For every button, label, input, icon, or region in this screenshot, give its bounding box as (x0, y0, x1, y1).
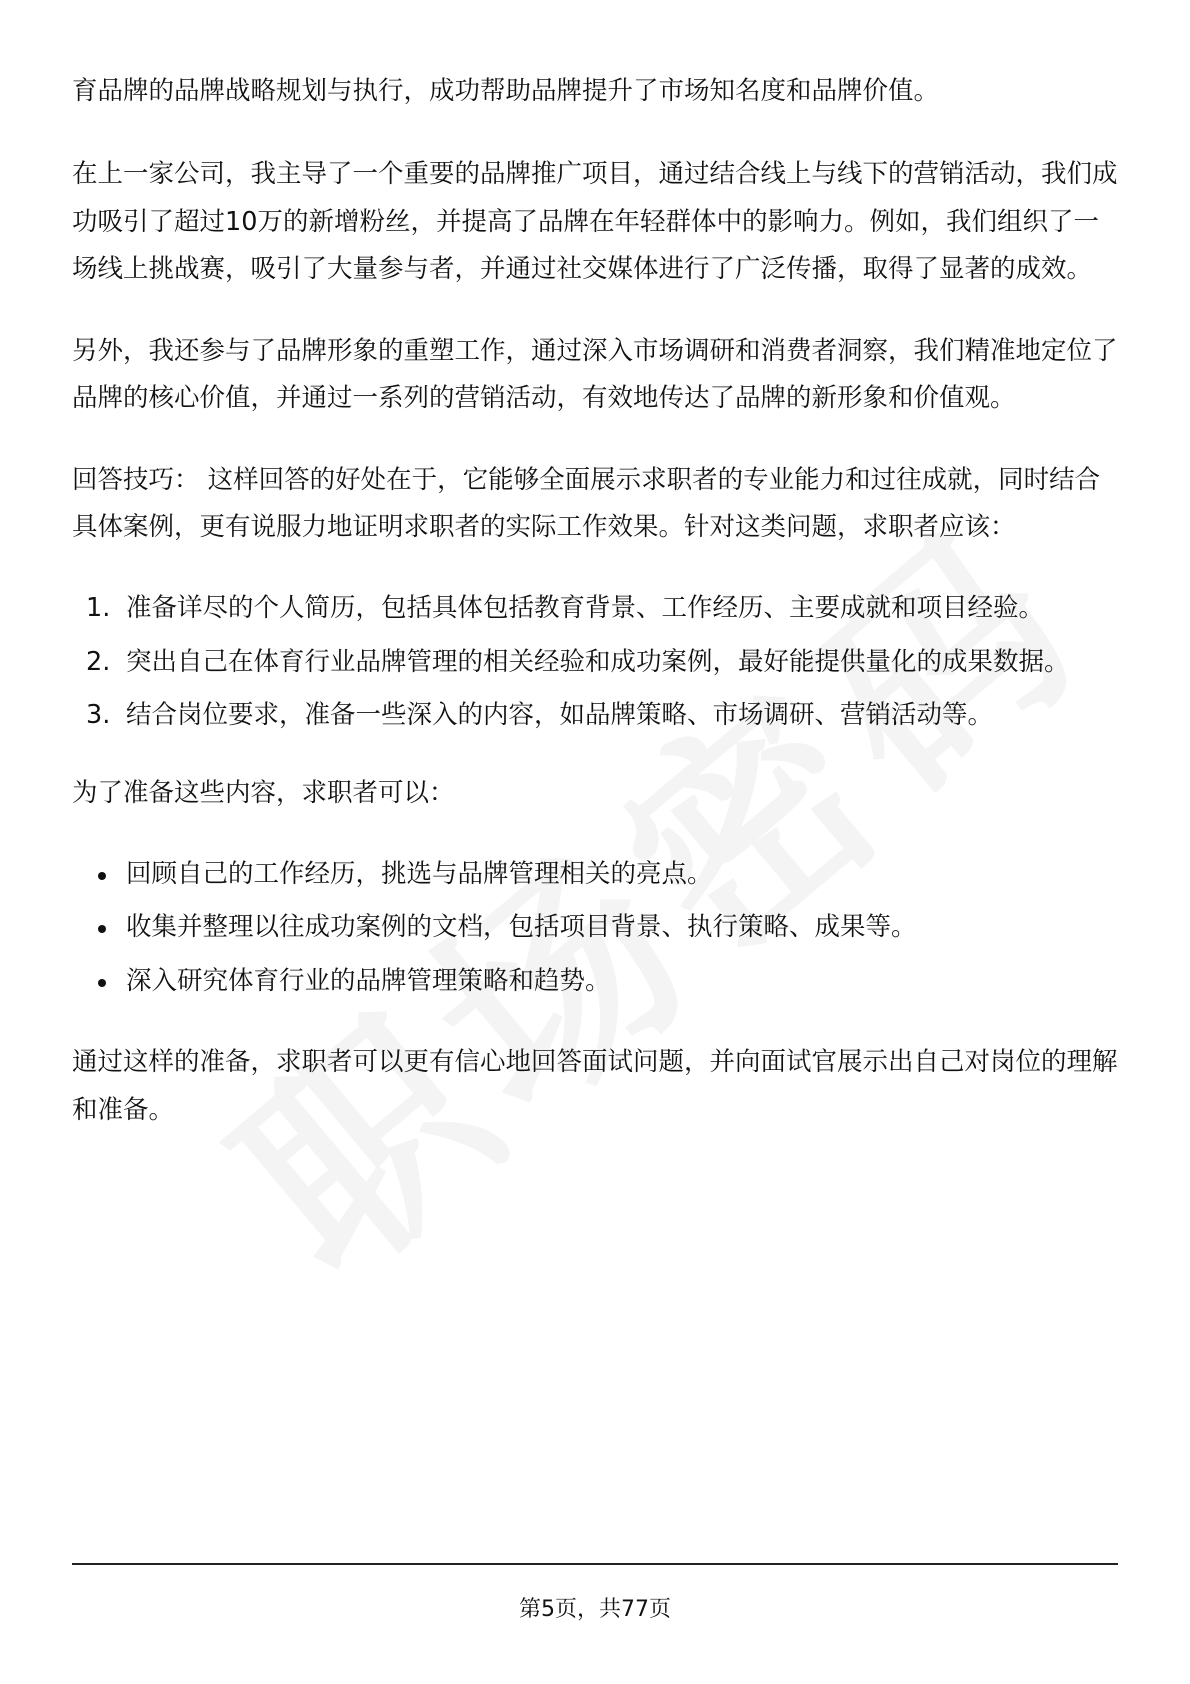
list-item-text: 收集并整理以往成功案例的文档，包括项目背景、执行策略、成果等。 (126, 912, 917, 943)
list-number: 2. (86, 646, 111, 677)
paragraph: 为了准备这些内容，求职者可以： (72, 777, 455, 808)
list-item (72, 851, 1118, 898)
footer-divider (72, 1563, 1118, 1565)
list-item (72, 639, 1118, 686)
list-item (72, 958, 1118, 1005)
list-item-text: 准备详尽的个人简历，包括具体包括教育背景、工作经历、主要成就和项目经验。 (126, 593, 1045, 624)
bullet-list (72, 851, 1118, 1005)
list-item (72, 904, 1118, 951)
paragraph: 育品牌的品牌战略规划与执行，成功帮助品牌提升了市场知名度和品牌价值。 (72, 76, 940, 106)
paragraph: 在上一家公司，我主导了一个重要的品牌推广项目，通过结合线上与线下的营销活动，我们成功吸引了超过10万的新增粉丝，并提高了品牌在年轻群体中的影响力。例如，我们组织了一场线上挑战赛，吸引了大量参与者，并通过社交媒体进行了广泛传播，取得了显著的成效。 (72, 159, 1118, 285)
document-body (72, 68, 1118, 1168)
list-item (72, 692, 1118, 739)
ordered-list (72, 585, 1118, 739)
list-number: 1. (86, 593, 111, 624)
list-item-text: 回顾自己的工作经历，挑选与品牌管理相关的亮点。 (126, 859, 713, 890)
page-number: 第5页，共77页 (519, 1597, 671, 1622)
list-item-text: 深入研究体育行业的品牌管理策略和趋势。 (126, 965, 611, 996)
bullet-icon (98, 979, 106, 987)
list-item-text: 结合岗位要求，准备一些深入的内容，如品牌策略、市场调研、营销活动等。 (126, 700, 994, 731)
list-number: 3. (86, 700, 111, 731)
bullet-icon (98, 872, 106, 880)
list-item-text: 突出自己在体育行业品牌管理的相关经验和成功案例，最好能提供量化的成果数据。 (126, 646, 1070, 677)
answer-tips-paragraph: 回答技巧： 这样回答的好处在于，它能够全面展示求职者的专业能力和过往成就，同时结合具体案例，更有说服力地证明求职者的实际工作效果。针对这类问题，求职者应该： (72, 464, 1101, 542)
bullet-icon (98, 925, 106, 933)
closing-paragraph: 通过这样的准备，求职者可以更有信心地回答面试问题，并向面试官展示出自己对岗位的理解和准备。 (72, 1047, 1118, 1125)
paragraph: 另外，我还参与了品牌形象的重塑工作，通过深入市场调研和消费者洞察，我们精准地定位了品牌的核心价值，并通过一系列的营销活动，有效地传达了品牌的新形象和价值观。 (72, 335, 1118, 414)
list-item (72, 585, 1118, 632)
